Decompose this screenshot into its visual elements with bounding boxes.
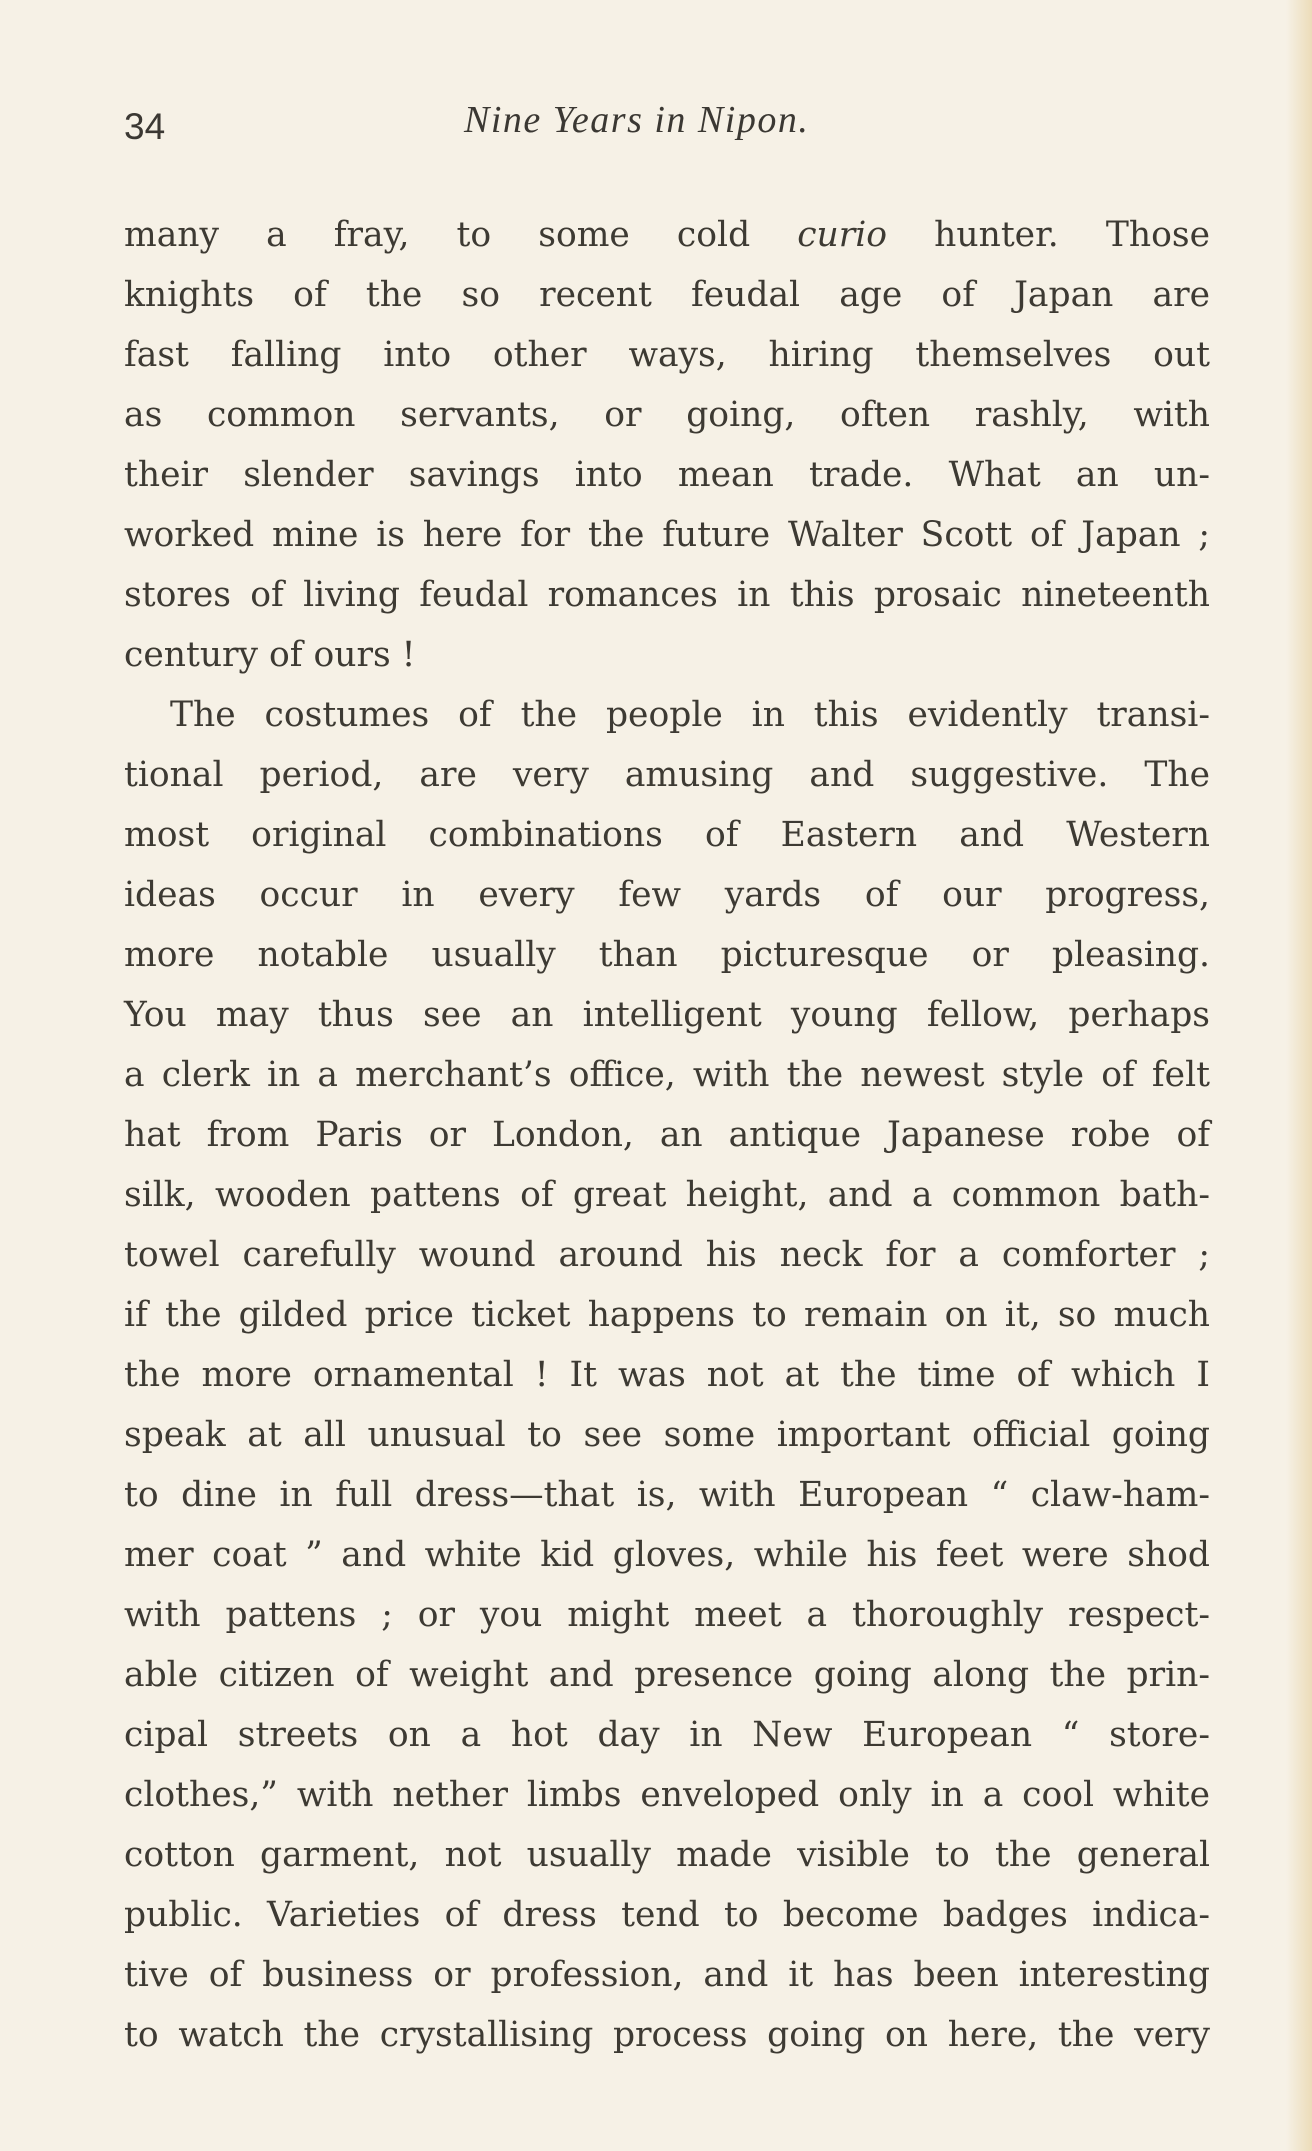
text-line: the more ornamental ! It was not at the time of which I [124, 1355, 1210, 1395]
text-line: clothes,” with nether limbs enveloped only in a cool white [124, 1775, 1210, 1815]
text-line: their slender savings into mean trade. What an un- [124, 455, 1210, 495]
text-line: tional period, are very amusing and suggestive. The [124, 755, 1210, 795]
text-line: worked mine is here for the future Walter Scott of Japan ; [124, 515, 1210, 555]
text-line: as common servants, or going, often rashly, with [124, 395, 1210, 435]
text-line: most original combinations of Eastern and Western [124, 815, 1210, 855]
text-line: a clerk in a merchant’s office, with the newest style of felt [124, 1055, 1210, 1095]
text-line: mer coat ” and white kid gloves, while his feet were shod [124, 1535, 1210, 1575]
text-line: if the gilded price ticket happens to remain on it, so much [124, 1295, 1210, 1335]
text-line: with pattens ; or you might meet a thoroughly respect- [124, 1595, 1210, 1635]
paragraph-start-line: The costumes of the people in this evidently transi- [170, 695, 1210, 735]
paragraph-end-line: century of ours ! [124, 635, 416, 675]
text-line: knights of the so recent feudal age of Japan are [124, 275, 1210, 315]
text-line: towel carefully wound around his neck for a comforter ; [124, 1235, 1210, 1275]
running-title: Nine Years in Nipon. [464, 99, 810, 141]
text-line: silk, wooden pattens of great height, and a common bath- [124, 1175, 1210, 1215]
text-line: stores of living feudal romances in this prosaic nineteenth [124, 575, 1210, 615]
running-head [124, 98, 1214, 158]
text-line: public. Varieties of dress tend to become badges indica- [124, 1895, 1210, 1935]
text-line: cipal streets on a hot day in New European “ store- [124, 1715, 1210, 1755]
text-line: tive of business or profession, and it has been interesting [124, 1955, 1210, 1995]
text-line: cotton garment, not usually made visible to the general [124, 1835, 1210, 1875]
body-text [124, 205, 1210, 2065]
text-line: many a fray, to some cold curio hunter. Those [124, 215, 1210, 255]
text-line: ideas occur in every few yards of our progress, [124, 875, 1210, 915]
text-line: fast falling into other ways, hiring themselves out [124, 335, 1210, 375]
text-line: to dine in full dress—that is, with European “ claw-ham- [124, 1475, 1210, 1515]
text-line: able citizen of weight and presence going along the prin- [124, 1655, 1210, 1695]
text-line: You may thus see an intelligent young fellow, perhaps [124, 995, 1210, 1035]
text-line: speak at all unusual to see some important official going [124, 1415, 1210, 1455]
page-number: 34 [124, 106, 166, 147]
text-line: more notable usually than picturesque or pleasing. [124, 935, 1210, 975]
text-line: hat from Paris or London, an antique Japanese robe of [124, 1115, 1210, 1155]
page-edge-shadow [1286, 0, 1312, 2151]
italic-word: curio [797, 215, 888, 255]
text-line: to watch the crystallising process going on here, the very [124, 2015, 1210, 2055]
